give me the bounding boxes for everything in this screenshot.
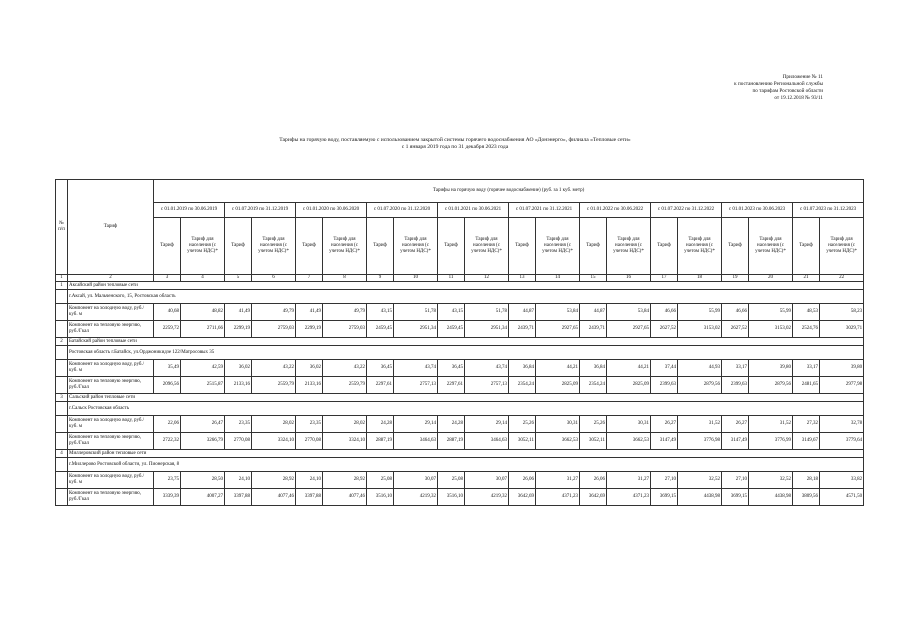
column-number: 18: [678, 275, 722, 282]
tariff-value: 4219,32: [465, 489, 509, 506]
period-header: с 01.01.2019 по 30.06.2019: [154, 203, 225, 218]
subheader-tariff: Тариф: [580, 218, 607, 275]
period-header: с 01.07.2020 по 31.12.2020: [367, 203, 438, 218]
subheader-tariff: Тариф: [509, 218, 536, 275]
tariff-value: 41,49: [296, 304, 323, 321]
empty-cell: [56, 377, 68, 394]
tariff-value: 51,78: [465, 304, 509, 321]
tariff-value: 25,26: [509, 416, 536, 433]
tariff-value: 33,82: [820, 472, 864, 489]
empty-cell: [56, 402, 68, 416]
title-line-2: с 1 января 2019 года по 31 декабря 2023 года: [401, 144, 509, 151]
subheader-population-tariff: Тариф для населения (с учетом НДС)*: [820, 218, 864, 275]
tariff-value: 3266,79: [181, 433, 225, 450]
column-number: 19: [722, 275, 749, 282]
tariff-value: 31,27: [536, 472, 580, 489]
tariff-value: 2439,71: [580, 321, 607, 338]
tariff-value: 2459,45: [367, 321, 394, 338]
tariff-value: 3699,15: [722, 489, 749, 506]
tariff-row: [56, 416, 864, 433]
subheader-tariff: Тариф: [296, 218, 323, 275]
tariff-value: 2439,71: [509, 321, 536, 338]
tariff-value: 3642,69: [509, 489, 536, 506]
tariff-value: 55,99: [749, 304, 793, 321]
column-header-tariff: Тариф: [68, 180, 154, 275]
tariff-value: 4438,98: [678, 489, 722, 506]
tariff-value: 3324,10: [323, 433, 367, 450]
tariff-value: 44,21: [536, 360, 580, 377]
tariff-value: 4571,50: [820, 489, 864, 506]
column-number: 2: [68, 275, 154, 282]
tariff-value: 3153,02: [678, 321, 722, 338]
tariff-value: 30,31: [536, 416, 580, 433]
header-row: [56, 180, 864, 203]
column-number: 11: [438, 275, 465, 282]
tariff-value: 4219,32: [394, 489, 438, 506]
tariff-value: 22,06: [154, 416, 181, 433]
row-label: Компонент на холодную воду, руб./куб. м: [68, 360, 154, 377]
section-name: Миллеровский район тепловые сети: [68, 450, 864, 458]
tariff-value: 24,28: [438, 416, 465, 433]
tariff-value: 4371,23: [536, 489, 580, 506]
tariff-value: 46,66: [722, 304, 749, 321]
subheader-tariff: Тариф: [225, 218, 252, 275]
period-header: с 01.01.2020 по 30.06.2020: [296, 203, 367, 218]
tariff-value: 2459,45: [438, 321, 465, 338]
empty-cell: [56, 489, 68, 506]
tariff-value: 25,08: [367, 472, 394, 489]
row-label: Компонент на холодную воду, руб./куб. м: [68, 416, 154, 433]
column-number-row: [56, 275, 864, 282]
tariff-value: 28,18: [793, 472, 820, 489]
tariff-value: 55,99: [678, 304, 722, 321]
tariff-value: 2879,56: [678, 377, 722, 394]
period-header: с 01.07.2019 по 31.12.2019: [225, 203, 296, 218]
tariff-value: 2927,65: [536, 321, 580, 338]
tariff-value: 3147,49: [722, 433, 749, 450]
period-header: с 01.01.2021 по 30.06.2021: [438, 203, 509, 218]
tariff-value: 41,49: [225, 304, 252, 321]
tariff-value: 49,79: [252, 304, 296, 321]
tariff-value: 2711,66: [181, 321, 225, 338]
section-row: [56, 394, 864, 402]
section-number: 2: [56, 338, 68, 346]
column-number: 21: [793, 275, 820, 282]
tariff-value: 2559,79: [252, 377, 296, 394]
tariff-value: 37,44: [651, 360, 678, 377]
tariff-value: 28,50: [181, 472, 225, 489]
column-number: 13: [509, 275, 536, 282]
tariff-row: [56, 433, 864, 450]
document-title: [150, 137, 760, 151]
tariff-value: 26,27: [722, 416, 749, 433]
tariff-value: 36,45: [438, 360, 465, 377]
tariff-value: 2481,65: [793, 377, 820, 394]
tariff-value: 4371,23: [607, 489, 651, 506]
tariff-value: 2133,16: [225, 377, 252, 394]
tariff-value: 3339,39: [154, 489, 181, 506]
tariff-value: 2559,79: [323, 377, 367, 394]
column-number: 6: [252, 275, 296, 282]
tariff-value: 3397,88: [296, 489, 323, 506]
tariff-value: 2399,63: [651, 377, 678, 394]
tariff-value: 2515,87: [181, 377, 225, 394]
tariff-value: 31,52: [678, 416, 722, 433]
subheader-tariff: Тариф: [367, 218, 394, 275]
tariff-value: 3464,63: [394, 433, 438, 450]
tariff-value: 2259,72: [154, 321, 181, 338]
tariff-value: 2354,24: [580, 377, 607, 394]
tariff-value: 4007,27: [181, 489, 225, 506]
tariff-row: [56, 472, 864, 489]
appendix-line-3: по тарифам Ростовской области: [752, 88, 823, 94]
tariff-row: [56, 304, 864, 321]
tariff-value: 3029,71: [820, 321, 864, 338]
subheader-population-tariff: Тариф для населения (с учетом НДС)*: [252, 218, 296, 275]
tariff-value: 30,07: [394, 472, 438, 489]
tariff-value: 29,14: [465, 416, 509, 433]
address-row: [56, 402, 864, 416]
empty-cell: [56, 458, 68, 472]
tariff-value: 4438,98: [749, 489, 793, 506]
tariff-value: 28,02: [252, 416, 296, 433]
column-group-header: Тарифы на горячую воду (горячее водоснабжение) (руб. за 1 куб. метр): [154, 180, 864, 203]
address-row: [56, 346, 864, 360]
section-row: [56, 338, 864, 346]
tariff-value: 36,02: [296, 360, 323, 377]
tariff-value: 33,17: [722, 360, 749, 377]
subheader-tariff: Тариф: [438, 218, 465, 275]
section-name: Батайский район тепловые сети: [68, 338, 864, 346]
tariff-value: 2977,98: [820, 377, 864, 394]
section-name: Аксайский район тепловые сети: [68, 282, 864, 290]
section-number: 3: [56, 394, 68, 402]
tariff-value: 3153,02: [749, 321, 793, 338]
tariff-value: 2299,19: [296, 321, 323, 338]
tariff-value: 36,02: [225, 360, 252, 377]
column-number: 20: [749, 275, 793, 282]
tariff-row: [56, 377, 864, 394]
subheader-population-tariff: Тариф для населения (с учетом НДС)*: [394, 218, 438, 275]
tariff-value: 2927,65: [607, 321, 651, 338]
column-number: 16: [607, 275, 651, 282]
tariff-value: 32,78: [820, 416, 864, 433]
tariff-value: 2297,61: [438, 377, 465, 394]
tariff-value: 27,10: [651, 472, 678, 489]
tariff-value: 26,27: [651, 416, 678, 433]
tariff-value: 3809,56: [793, 489, 820, 506]
tariff-value: 3324,10: [252, 433, 296, 450]
column-number: 10: [394, 275, 438, 282]
empty-cell: [56, 360, 68, 377]
tariff-value: 2759,03: [323, 321, 367, 338]
tariff-value: 3516,10: [367, 489, 394, 506]
tariff-value: 49,79: [323, 304, 367, 321]
tariff-value: 26,06: [509, 472, 536, 489]
subheader-tariff: Тариф: [793, 218, 820, 275]
column-number: 12: [465, 275, 509, 282]
tariff-value: 26,06: [580, 472, 607, 489]
tariff-value: 2722,32: [154, 433, 181, 450]
period-row: [56, 203, 864, 218]
tariff-value: 44,21: [607, 360, 651, 377]
tariff-value: 44,87: [509, 304, 536, 321]
column-number: 15: [580, 275, 607, 282]
tariff-value: 30,31: [607, 416, 651, 433]
tariff-table: [55, 179, 864, 506]
row-label: Компонент на холодную воду, руб./куб. м: [68, 472, 154, 489]
tariff-value: 3776,98: [678, 433, 722, 450]
tariff-value: 2770,08: [225, 433, 252, 450]
tariff-value: 32,52: [749, 472, 793, 489]
tariff-value: 2825,09: [607, 377, 651, 394]
tariff-value: 28,02: [323, 416, 367, 433]
tariff-row: [56, 321, 864, 338]
tariff-value: 23,75: [154, 472, 181, 489]
row-label: Компонент на тепловую энергию, руб./Гкал: [68, 433, 154, 450]
address-row: [56, 458, 864, 472]
subheader-population-tariff: Тариф для населения (с учетом НДС)*: [465, 218, 509, 275]
tariff-value: 3662,53: [607, 433, 651, 450]
section-address: г.Миллерово Ростовской области, ул. Пионерская, 8: [68, 458, 864, 472]
section-address: г.Аксай, ул. Мальченского, 15, Ростовская область: [68, 290, 864, 304]
section-row: [56, 450, 864, 458]
subheader-population-tariff: Тариф для населения (с учетом НДС)*: [678, 218, 722, 275]
tariff-value: 35,49: [154, 360, 181, 377]
empty-cell: [56, 321, 68, 338]
column-number: 3: [154, 275, 181, 282]
tariff-value: 2759,03: [252, 321, 296, 338]
tariff-value: 36,84: [509, 360, 536, 377]
appendix-line-2: к постановлению Региональной службы: [734, 81, 823, 87]
tariff-value: 25,26: [580, 416, 607, 433]
subheader-tariff: Тариф: [154, 218, 181, 275]
tariff-value: 39,80: [749, 360, 793, 377]
tariff-value: 3779,64: [820, 433, 864, 450]
section-address: Ростовская область г.Батайск, ул.Орджоникидзе 122/Матросовых 35: [68, 346, 864, 360]
tariff-value: 27,32: [793, 416, 820, 433]
empty-cell: [56, 472, 68, 489]
row-label: Компонент на тепловую энергию, руб./Гкал: [68, 489, 154, 506]
appendix-note: [734, 74, 823, 102]
tariff-value: 39,80: [820, 360, 864, 377]
subheader-population-tariff: Тариф для населения (с учетом НДС)*: [323, 218, 367, 275]
tariff-value: 2757,13: [465, 377, 509, 394]
tariff-value: 3516,10: [438, 489, 465, 506]
tariff-value: 44,87: [580, 304, 607, 321]
tariff-value: 43,22: [323, 360, 367, 377]
tariff-value: 42,59: [181, 360, 225, 377]
tariff-value: 3397,88: [225, 489, 252, 506]
tariff-value: 3662,53: [536, 433, 580, 450]
tariff-value: 23,35: [225, 416, 252, 433]
subheader-population-tariff: Тариф для населения (с учетом НДС)*: [181, 218, 225, 275]
tariff-value: 2096,56: [154, 377, 181, 394]
tariff-value: 3642,69: [580, 489, 607, 506]
tariff-value: 24,10: [225, 472, 252, 489]
tariff-value: 43,74: [394, 360, 438, 377]
subheader-tariff: Тариф: [722, 218, 749, 275]
tariff-value: 40,68: [154, 304, 181, 321]
tariff-value: 2627,52: [651, 321, 678, 338]
tariff-value: 2770,08: [296, 433, 323, 450]
tariff-value: 3052,11: [580, 433, 607, 450]
subheader-row: [56, 218, 864, 275]
period-header: с 01.07.2023 по 31.12.2023: [793, 203, 864, 218]
tariff-value: 32,52: [678, 472, 722, 489]
period-header: с 01.01.2022 по 30.06.2022: [580, 203, 651, 218]
period-header: с 01.07.2021 по 31.12.2021: [509, 203, 580, 218]
tariff-value: 43,15: [367, 304, 394, 321]
tariff-value: 3052,11: [509, 433, 536, 450]
tariff-value: 46,66: [651, 304, 678, 321]
section-number: 1: [56, 282, 68, 290]
tariff-value: 2299,19: [225, 321, 252, 338]
title-line-1: Тарифы на горячую воду, поставляемую с использованием закрытой системы горячего водоснабжения АО «Донэнерго», филиала «Тепловые сети»: [279, 137, 631, 143]
tariff-value: 43,15: [438, 304, 465, 321]
empty-cell: [56, 416, 68, 433]
tariff-value: 48,82: [181, 304, 225, 321]
appendix-line-4: от 19.12.2018 № 93/11: [774, 95, 823, 101]
tariff-value: 31,52: [749, 416, 793, 433]
tariff-value: 33,17: [793, 360, 820, 377]
column-number: 1: [56, 275, 68, 282]
tariff-value: 29,14: [394, 416, 438, 433]
subheader-population-tariff: Тариф для населения (с учетом НДС)*: [607, 218, 651, 275]
tariff-value: 4077,46: [252, 489, 296, 506]
tariff-value: 2825,09: [536, 377, 580, 394]
tariff-value: 2887,19: [367, 433, 394, 450]
address-row: [56, 290, 864, 304]
tariff-value: 3699,15: [651, 489, 678, 506]
row-label: Компонент на холодную воду, руб./куб. м: [68, 304, 154, 321]
period-header: с 01.07.2022 по 31.12.2022: [651, 203, 722, 218]
column-number: 9: [367, 275, 394, 282]
tariff-value: 30,07: [465, 472, 509, 489]
appendix-line-1: Приложение № 11: [782, 74, 823, 80]
subheader-population-tariff: Тариф для населения (с учетом НДС)*: [536, 218, 580, 275]
column-number: 17: [651, 275, 678, 282]
tariff-value: 43,74: [465, 360, 509, 377]
tariff-value: 58,23: [820, 304, 864, 321]
tariff-value: 36,84: [580, 360, 607, 377]
subheader-population-tariff: Тариф для населения (с учетом НДС)*: [749, 218, 793, 275]
tariff-value: 2133,16: [296, 377, 323, 394]
tariff-value: 2297,61: [367, 377, 394, 394]
column-number: 7: [296, 275, 323, 282]
tariff-value: 2399,63: [722, 377, 749, 394]
tariff-value: 27,10: [722, 472, 749, 489]
tariff-value: 24,28: [367, 416, 394, 433]
tariff-value: 2887,19: [438, 433, 465, 450]
tariff-value: 36,45: [367, 360, 394, 377]
tariff-value: 31,27: [607, 472, 651, 489]
section-number: 4: [56, 450, 68, 458]
tariff-value: 48,53: [793, 304, 820, 321]
column-number: 4: [181, 275, 225, 282]
tariff-value: 3464,63: [465, 433, 509, 450]
empty-cell: [56, 346, 68, 360]
tariff-value: 3776,99: [749, 433, 793, 450]
period-header: с 01.01.2023 по 30.06.2023: [722, 203, 793, 218]
tariff-value: 23,35: [296, 416, 323, 433]
tariff-row: [56, 489, 864, 506]
column-number: 22: [820, 275, 864, 282]
tariff-value: 24,10: [296, 472, 323, 489]
tariff-value: 3149,67: [793, 433, 820, 450]
tariff-value: 26,47: [181, 416, 225, 433]
column-number: 5: [225, 275, 252, 282]
subheader-tariff: Тариф: [651, 218, 678, 275]
tariff-value: 2951,34: [465, 321, 509, 338]
tariff-value: 53,84: [607, 304, 651, 321]
tariff-value: 2879,56: [749, 377, 793, 394]
section-name: Сальский район тепловые сети: [68, 394, 864, 402]
tariff-value: 3147,49: [651, 433, 678, 450]
column-number: 8: [323, 275, 367, 282]
empty-cell: [56, 304, 68, 321]
tariff-value: 2524,76: [793, 321, 820, 338]
tariff-value: 51,78: [394, 304, 438, 321]
tariff-value: 2627,52: [722, 321, 749, 338]
tariff-value: 2951,34: [394, 321, 438, 338]
tariff-value: 28,92: [323, 472, 367, 489]
tariff-value: 44,93: [678, 360, 722, 377]
empty-cell: [56, 433, 68, 450]
tariff-value: 28,92: [252, 472, 296, 489]
column-header-no: № п/п: [56, 180, 68, 275]
column-number: 14: [536, 275, 580, 282]
section-row: [56, 282, 864, 290]
row-label: Компонент на тепловую энергию, руб./Гкал: [68, 321, 154, 338]
tariff-value: 53,84: [536, 304, 580, 321]
empty-cell: [56, 290, 68, 304]
tariff-value: 4077,46: [323, 489, 367, 506]
tariff-value: 25,08: [438, 472, 465, 489]
tariff-row: [56, 360, 864, 377]
tariff-value: 43,22: [252, 360, 296, 377]
section-address: г.Сальск Ростовская область: [68, 402, 864, 416]
tariff-value: 2354,24: [509, 377, 536, 394]
tariff-value: 2757,13: [394, 377, 438, 394]
row-label: Компонент на тепловую энергию, руб./Гкал: [68, 377, 154, 394]
